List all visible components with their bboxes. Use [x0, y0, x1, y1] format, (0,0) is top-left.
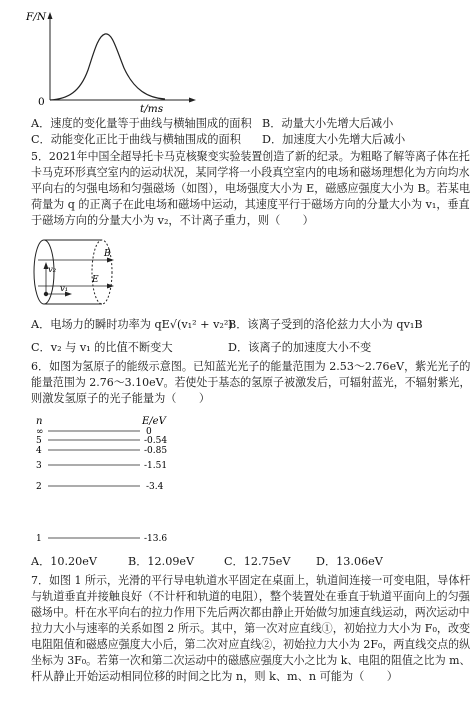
- q6-option-d: D．13.06eV: [316, 555, 383, 568]
- level-4-e: -0.85: [144, 446, 168, 456]
- q6-option-c: C．12.75eV: [224, 555, 291, 568]
- q6-line-1: 6．如图为氢原子的能级示意图。已知蓝光光子的能量范围为 2.53～2.76eV，紫光光子的: [31, 360, 471, 373]
- q6-line-3: 则激发氢原子的光子能量为（ ）: [31, 392, 211, 405]
- q7-line-2: 与轨道垂直并接触良好（不计杆和轨道的电阻），整个装置处在垂直于轨道平面向上的匀强: [31, 590, 470, 603]
- q6-line-2: 能量范围为 2.76～3.10eV。若使处于基态的氢原子被激发后，可辐射蓝光，不辐射紫光，: [31, 376, 471, 389]
- q5-option-a: A．电场力的瞬时功率为 qE√(v₁² + v₂²): [31, 318, 233, 331]
- q7-line-3: 磁场中。杆在水平向右的拉力作用下先后两次都由静止开始做匀加速直线运动，两次运动中: [31, 606, 470, 619]
- fig-v2-label: v₂: [48, 265, 57, 275]
- fig-b-label: B: [104, 249, 111, 259]
- q5-option-c: C．v₂ 与 v₁ 的比值不断变大: [31, 341, 173, 354]
- q5-field-figure: [30, 236, 120, 308]
- q4-option-d: D．加速度大小先增大后减小: [262, 133, 406, 146]
- q4-option-b: B．动量大小先增大后减小: [262, 117, 394, 130]
- q5-line-5: 于磁场方向的分量大小为 v₂，不计离子重力，则（ ）: [31, 214, 314, 227]
- energy-level-diagram: [26, 410, 226, 546]
- q4-option-c: C．动能变化正比于曲线与横轴围成的面积: [31, 133, 241, 146]
- force-time-graph: [20, 4, 210, 116]
- q4-option-a: A．速度的变化量等于曲线与横轴围成的面积: [31, 117, 252, 130]
- diagram-e-header: E/eV: [142, 416, 166, 427]
- q7-line-4: 拉力大小与速率的关系如图 2 所示。其中，第一次对应直线①，初始拉力大小为 F₀，改变: [31, 622, 471, 635]
- q5-line-3: 平向右的匀强电场和匀强磁场（如图），电场强度大小为 E，磁感应强度大小为 B。若某电: [31, 182, 471, 195]
- diagram-n-header: n: [36, 416, 43, 427]
- q5-line-4: 荷量为 q 的正离子在此电场和磁场中运动，其速度平行于磁场方向的分量大小为 v₁，垂直: [31, 198, 470, 211]
- graph-y-label: F/N: [26, 11, 47, 23]
- graph-origin: 0: [38, 96, 45, 108]
- graph-x-label: t/ms: [140, 103, 164, 115]
- level-inf-n: ∞: [36, 427, 44, 437]
- level-2-e: -3.4: [146, 482, 164, 492]
- q6-option-b: B．12.09eV: [128, 555, 195, 568]
- q5-option-d: D．该离子的加速度大小不变: [228, 341, 372, 354]
- level-4-n: 4: [36, 446, 42, 456]
- level-3-e: -1.51: [144, 461, 168, 471]
- level-1-n: 1: [36, 534, 42, 544]
- q6-option-a: A．10.20eV: [31, 555, 97, 568]
- q5-line-1: 5．2021年中国全超导托卡马克核聚变实验装置创造了新的纪录。为粗略了解等离子体在托: [31, 150, 470, 163]
- level-1-e: -13.6: [144, 534, 168, 544]
- level-5-n: 5: [36, 436, 42, 446]
- q5-option-b: B．该离子受到的洛伦兹力大小为 qv₁B: [228, 318, 423, 331]
- q7-line-7: 杆从静止开始运动相同位移的时间之比为 n，则 k、m、n 可能为（ ）: [31, 670, 398, 683]
- q7-line-6: 坐标为 3F₀。若第一次和第二次运动中的磁感应强度大小之比为 k、电阻的阻值之比为 m、: [31, 654, 471, 667]
- q7-line-1: 7．如图 1 所示，光滑的平行导电轨道水平固定在桌面上，轨道间连接一可变电阻，导体杆: [31, 574, 471, 587]
- level-inf-e: 0: [146, 427, 152, 437]
- level-2-n: 2: [36, 482, 42, 492]
- fig-e-label: E: [92, 275, 99, 285]
- q7-line-5: 电阻阻值和磁感应强度大小后，第二次对应直线②，初始拉力大小为 2F₀，两直线交点的纵: [31, 638, 471, 651]
- fig-v1-label: v₁: [60, 284, 69, 294]
- q5-line-2: 卡马克环形真空室内的运动状况，某同学将一小段真空室内的电场和磁场理想化为方向均水: [31, 166, 470, 179]
- level-5-e: -0.54: [144, 436, 168, 446]
- level-3-n: 3: [36, 461, 42, 471]
